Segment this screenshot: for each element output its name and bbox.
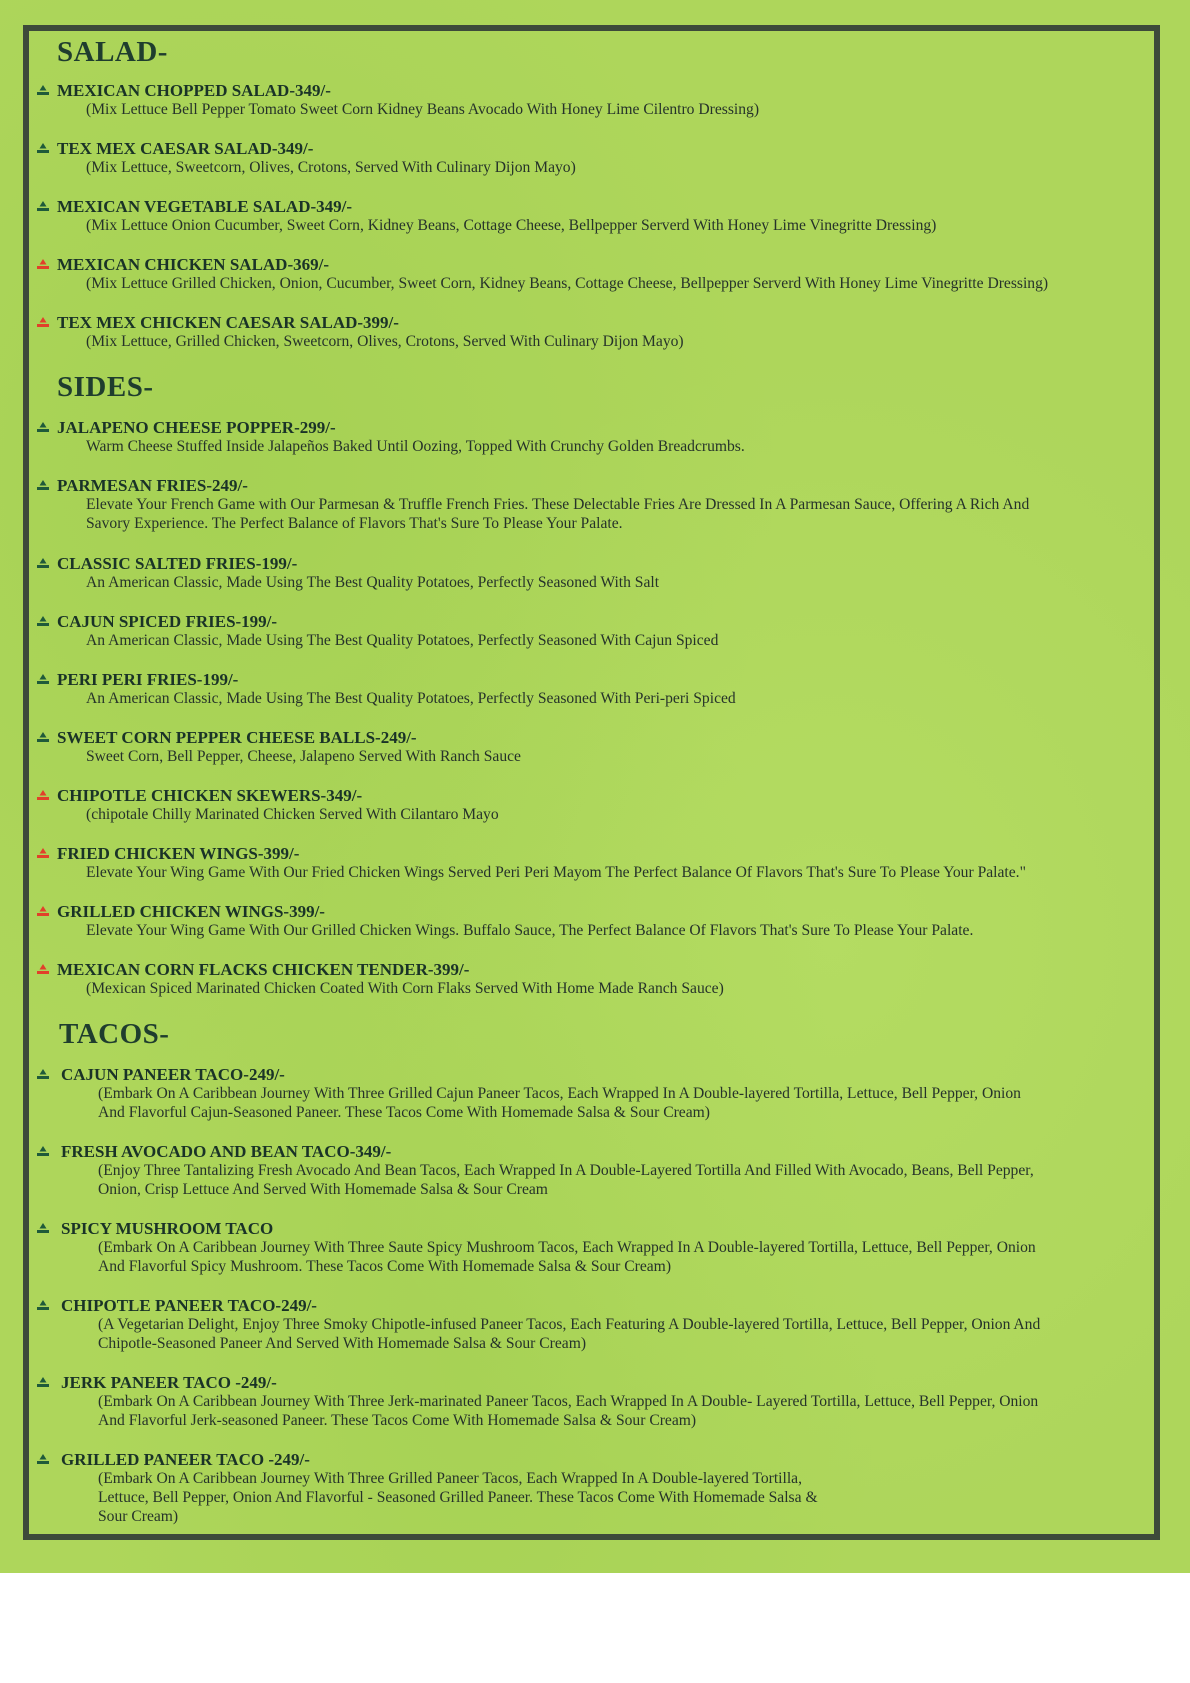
veg-marker-icon [36,673,50,686]
menu-item-description: (Embark On A Caribbean Journey With Three Jerk-marinated Paneer Tacos, Each Wrapped In A Double- Layered Tortilla, Lettuce, Bell Pepper, Onion And Flavorful Jerk-seasoned Paneer. These Tacos Come With Homemade Salsa & Sour Cream) [98,1393,1039,1429]
veg-marker-icon [36,1299,50,1312]
veg-marker-icon [36,1376,50,1389]
menu-item-name: GRILLED PANEER TACO -249/- [61,1450,310,1469]
veg-marker-icon [36,1145,50,1158]
menu-item-name: CLASSIC SALTED FRIES-199/- [57,554,298,573]
menu-item-description: (A Vegetarian Delight, Enjoy Three Smoky Chipotle-infused Paneer Tacos, Each Featuring A Double-layered Tortilla, Lettuce, Bell Pepper, Onion And Chipotle-Seasoned Paneer And Served With Homemade Salsa & Sour Cream) [98,1316,1041,1352]
menu-item-name: MEXICAN CHOPPED SALAD-349/- [57,81,331,100]
menu-item-description: Sweet Corn, Bell Pepper, Cheese, Jalapeno Served With Ranch Sauce [86,748,521,765]
menu-item-name: PARMESAN FRIES-249/- [57,476,248,495]
menu-item-name: MEXICAN VEGETABLE SALAD-349/- [57,197,353,216]
menu-item-name: SWEET CORN PEPPER CHEESE BALLS-249/- [57,728,417,747]
menu-item-name: JALAPENO CHEESE POPPER-299/- [57,418,336,437]
menu-item-description: Elevate Your French Game with Our Parmesan & Truffle French Fries. These Delectable Fries Are Dressed In A Parmesan Sauce, Offering A Rich And Savory Experience. The Perfect Balance of Flavors That's Sure To Please Your Palate. [86,496,1030,532]
veg-marker-icon [36,421,50,434]
veg-marker-icon [36,731,50,744]
veg-marker-icon [36,84,50,97]
menu-item-description: (Embark On A Caribbean Journey With Three Grilled Paneer Tacos, Each Wrapped In A Double-layered Tortilla, Lettuce, Bell Pepper, Onion And Flavorful - Seasoned Grilled Paneer. These Tacos Come With Homemade Salsa & Sour Cream) [98,1470,818,1525]
menu-item-description: (Enjoy Three Tantalizing Fresh Avocado And Bean Tacos, Each Wrapped In A Double-Layered Tortilla And Filled With Avocado, Beans, Bell Pepper, Onion, Crisp Lettuce And Served With Homemade Salsa & Sour Cream [98,1162,1034,1198]
menu-item-name: CHIPOTLE PANEER TACO-249/- [61,1296,317,1315]
non-veg-marker-icon [36,963,50,976]
menu-item-name: TEX MEX CAESAR SALAD-349/- [57,139,314,158]
menu-item-description: (chipotale Chilly Marinated Chicken Served With Cilantaro Mayo [86,806,499,823]
menu-item-description: (Mix Lettuce, Grilled Chicken, Sweetcorn, Olives, Crotons, Served With Culinary Dijon Mayo) [86,333,684,350]
menu-item-description: (Mix Lettuce Bell Pepper Tomato Sweet Corn Kidney Beans Avocado With Honey Lime Cilentro Dressing) [86,101,760,118]
non-veg-marker-icon [36,316,50,329]
menu-item-description: An American Classic, Made Using The Best Quality Potatoes, Perfectly Seasoned With Peri-peri Spiced [86,690,736,707]
menu-item-name: JERK PANEER TACO -249/- [61,1373,277,1392]
menu-item-description: (Embark On A Caribbean Journey With Three Saute Spicy Mushroom Tacos, Each Wrapped In A Double-layered Tortilla, Lettuce, Bell Pepper, Onion And Flavorful Spicy Mushroom. These Tacos Come With Homemade Salsa & Sour Cream) [98,1239,1036,1275]
menu-item-name: FRIED CHICKEN WINGS-399/- [57,844,300,863]
veg-marker-icon [36,1453,50,1466]
menu-item-description: Warm Cheese Stuffed Inside Jalapeños Baked Until Oozing, Topped With Crunchy Golden Breadcrumbs. [86,438,745,455]
non-veg-marker-icon [36,847,50,860]
non-veg-marker-icon [36,258,50,271]
menu-item-description: (Embark On A Caribbean Journey With Three Grilled Cajun Paneer Tacos, Each Wrapped In A Double-layered Tortilla, Lettuce, Bell Pepper, Onion And Flavorful Cajun-Seasoned Paneer. These Tacos Come With Homemade Salsa & Sour Cream) [98,1085,1021,1121]
sides-heading: SIDES- [57,371,154,403]
veg-marker-icon [36,557,50,570]
non-veg-marker-icon [36,905,50,918]
menu-item-description: Elevate Your Wing Game With Our Fried Chicken Wings Served Peri Peri Mayom The Perfect Balance Of Flavors That's Sure To Please Your Palate." [86,864,1026,881]
non-veg-marker-icon [36,789,50,802]
menu-item-name: MEXICAN CHICKEN SALAD-369/- [57,255,330,274]
veg-marker-icon [36,1222,50,1235]
menu-item-description: An American Classic, Made Using The Best Quality Potatoes, Perfectly Seasoned With Salt [86,574,660,591]
menu-item-name: TEX MEX CHICKEN CAESAR SALAD-399/- [57,313,399,332]
menu-item-description: (Mix Lettuce Onion Cucumber, Sweet Corn, Kidney Beans, Cottage Cheese, Bellpepper Serverd With Honey Lime Vinegritte Dressing) [86,217,937,234]
menu-item-description: (Mexican Spiced Marinated Chicken Coated With Corn Flaks Served With Home Made Ranch Sauce) [86,980,724,997]
menu-item-description: An American Classic, Made Using The Best Quality Potatoes, Perfectly Seasoned With Cajun Spiced [86,632,719,649]
menu-item-name: FRESH AVOCADO AND BEAN TACO-349/- [61,1142,392,1161]
veg-marker-icon [36,1068,50,1081]
menu-item-name: CAJUN SPICED FRIES-199/- [57,612,278,631]
menu-item-name: CHIPOTLE CHICKEN SKEWERS-349/- [57,786,363,805]
menu-item-name: PERI PERI FRIES-199/- [57,670,239,689]
salad-heading: SALAD- [57,36,168,68]
veg-marker-icon [36,142,50,155]
menu-item-description: Elevate Your Wing Game With Our Grilled Chicken Wings. Buffalo Sauce, The Perfect Balance Of Flavors That's Sure To Please Your Palate. [86,922,974,939]
menu-item-name: CAJUN PANEER TACO-249/- [61,1065,285,1084]
menu-item-name: SPICY MUSHROOM TACO [61,1219,274,1238]
tacos-heading: TACOS- [59,1018,170,1050]
menu-item-description: (Mix Lettuce Grilled Chicken, Onion, Cucumber, Sweet Corn, Kidney Beans, Cottage Cheese, Bellpepper Serverd With Honey Lime Vinegritte Dressing) [86,275,1049,292]
veg-marker-icon [36,615,50,628]
veg-marker-icon [36,200,50,213]
menu-item-description: (Mix Lettuce, Sweetcorn, Olives, Crotons, Served With Culinary Dijon Mayo) [86,159,576,176]
menu-item-name: MEXICAN CORN FLACKS CHICKEN TENDER-399/- [57,960,470,979]
veg-marker-icon [36,479,50,492]
menu-item-name: GRILLED CHICKEN WINGS-399/- [57,902,325,921]
